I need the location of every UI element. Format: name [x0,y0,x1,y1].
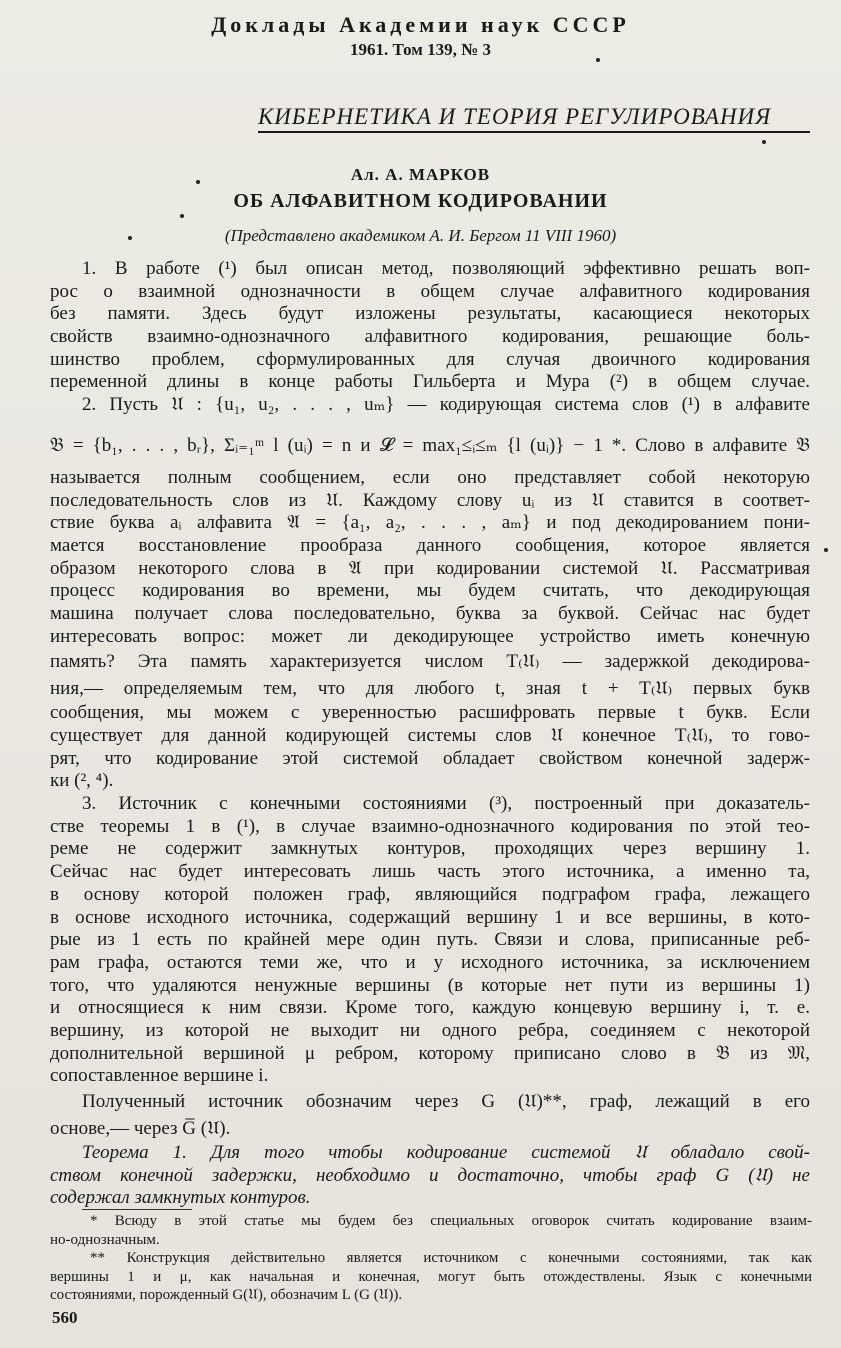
body-line: реме не содержит замкнутых контуров, проходящих через вершину 1. [50,838,810,860]
body-line: память? Эта память характеризуется числом T₍𝔘₎ — задержкой декодирова- [50,651,810,673]
body-line: стве теоремы 1 в (¹), в случае взаимно-однозначного кодирования по этой тео- [50,815,810,837]
theorem-line: Теорема 1. Для того чтобы кодирование системой 𝔘 обладало свой- [82,1142,810,1163]
article-title: ОБ АЛФАВИТНОМ КОДИРОВАНИИ [233,190,608,212]
body-line: 2. Пусть 𝔘 : {u₁, u₂, . . . , uₘ} — кодирующая система слов (¹) в алфавите [82,394,810,416]
body-line: называется полным сообщением, если оно представляет собой некоторую [50,466,810,488]
article-body [50,258,810,1210]
section-heading: КИБЕРНЕТИКА И ТЕОРИЯ РЕГУЛИРОВАНИЯ [258,104,810,133]
body-line: Сейчас нас будет интересовать лишь часть этого источника, а именно та, [50,861,810,883]
body-line: 3. Источник с конечными состояниями (³), построенный при доказатель- [82,793,810,815]
body-line: существует для данной кодирующей системы слов 𝔘 конечное T₍𝔘₎, то гово- [50,725,810,746]
page-number: 560 [52,1308,78,1327]
body-line: рые из 1 есть по крайней мере один путь. Связи и слова, приписанные реб- [50,929,810,951]
article-author: Ал. А. МАРКОВ [350,165,491,184]
body-line: без памяти. Здесь будут изложены результаты, касающиеся некоторых [50,303,810,325]
body-line: 1. В работе (¹) был описан метод, позволяющий эффективно решать воп- [82,258,810,279]
body-line: ствие буква aᵢ алфавита 𝔄 = {a₁, a₂, . . . , aₘ} и под декодированием пони- [50,512,810,534]
body-line: интересовать вопрос: может ли декодирующее устройство иметь конечную [50,625,810,647]
body-line: того, что удаляются ненужные вершины (в которые нет пути из вершины 1) [50,974,810,996]
footnote-line: состояниями, порожденный G(𝔘), обозначим L (G (𝔘)). [50,1287,403,1303]
body-line: и относящиеся к ним связи. Кроме того, каждую концевую вершину i, т. е. [50,997,810,1019]
scan-speck [180,214,184,218]
body-line: мается восстановление прообраза данного сообщения, которое является [50,534,810,556]
body-line: переменной длины в конце работы Гильберта и Мура (²) в общем случае. [50,371,810,393]
footnote-line: * Всюду в этой статье мы будем без специальных оговорок считать кодирование взаим- [90,1213,812,1229]
journal-issue: 1961. Том 139, № 3 [350,40,491,59]
footnote-rule [82,1209,192,1210]
body-line: Полученный источник обозначим через G (𝔘)**, граф, лежащий в его [82,1091,810,1112]
body-line: ния,— определяемым тем, что для любого t, зная t + T₍𝔘₎ первых букв [50,678,810,700]
scan-speck [824,548,828,552]
body-line: рос о взаимной однозначности в общем случае алфавитного кодирования [50,280,810,302]
footnotes [50,1212,812,1305]
footnote-line: ** Конструкция действительно является источником с конечными состояниями, так как [90,1250,812,1266]
body-line: образом некоторого слова в 𝔄 при кодировании системой 𝔘. Рассматривая [50,557,810,579]
body-line: свойств взаимно-однозначного алфавитного кодирования, решающие боль- [50,326,810,348]
formula-line: 𝔅 = {b₁, . . . , bᵣ}, Σᵢ₌₁ᵐ l (uᵢ) = n и 𝓛 = max₁≤ᵢ≤ₘ {l (uᵢ)} − 1 *. Слово в алфавите 𝔅 [50,434,810,456]
scan-speck [762,140,766,144]
scan-speck [128,236,132,240]
body-line: сообщения, мы можем с уверенностью расшифровать первые t букв. Если [50,702,810,724]
presented-by-note: (Представлено академиком А. И. Бергом 11 VIII 1960) [224,226,617,245]
footnote-line: вершины 1 и μ, как начальная и конечная, могут быть отождествлены. Язык с конечными [50,1268,812,1285]
journal-title: Доклады Академии наук СССР [211,12,630,37]
body-line: в основу которой положен граф, являющийся подграфом графа, лежащего [50,883,810,905]
footnote-line: но-однозначным. [50,1231,160,1248]
body-line: машина получает слова последовательно, буква за буквой. Сейчас нас будет [50,602,810,624]
body-line: дополнительной вершиной μ ребром, которому приписано слово в 𝔅 из 𝔐, [50,1042,810,1064]
body-line: в основе исходного источника, содержащий вершину 1 и все вершины, в кото- [50,906,810,928]
body-line: основе,— через G̅ (𝔘). [50,1118,231,1139]
theorem-line: содержал замкнутых контуров. [50,1187,311,1209]
theorem-line: ством конечной задержки, необходимо и достаточно, чтобы граф G (𝔘) не [50,1164,810,1186]
body-line: последовательность слов из 𝔘. Каждому слову uᵢ из 𝔘 ставится в соответ- [50,489,810,511]
scan-speck [196,180,200,184]
body-line: вершину, из которой не выходит ни одного ребра, соединяем с некоторой [50,1019,810,1041]
body-line: ки (², ⁴). [50,770,114,792]
body-line: рам графа, остаются теми же, что и у исходного источника, за исключением [50,951,810,973]
body-line: сопоставленное вершине i. [50,1065,269,1087]
body-line: рят, что кодирование этой системой обладает свойством конечной задерж- [50,747,810,769]
body-line: процесс кодирования во времени, мы будем считать, что декодирующая [50,580,810,602]
scan-speck [596,58,600,62]
body-line: шинство проблем, сформулированных для случая двоичного кодирования [50,348,810,370]
